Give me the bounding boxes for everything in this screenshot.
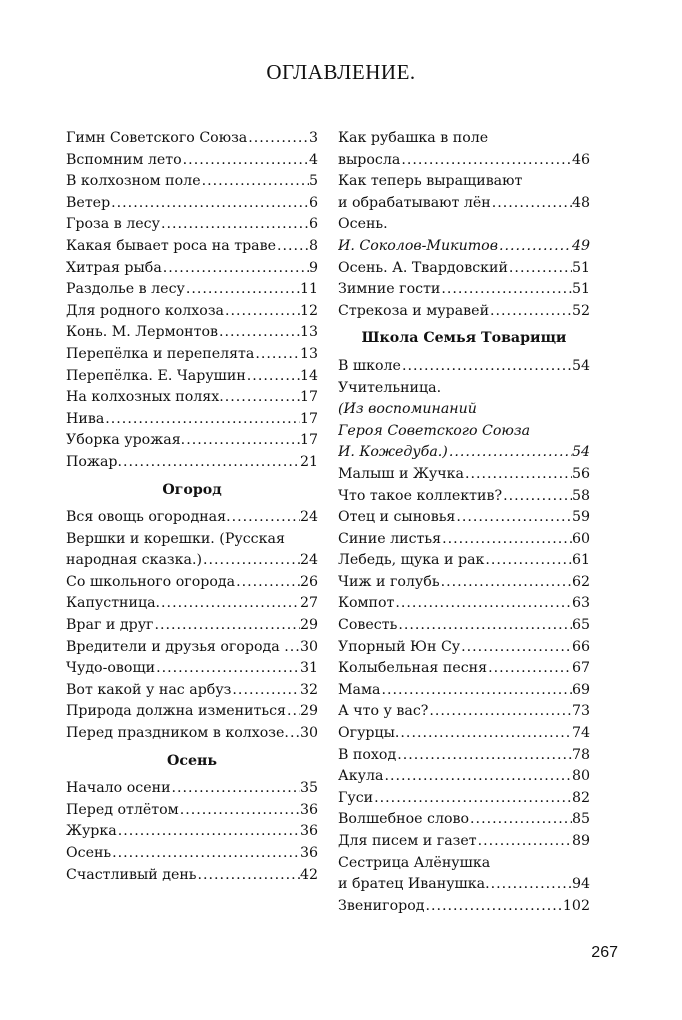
toc-entry: [66, 279, 318, 301]
toc-entry: [66, 550, 318, 572]
toc-entry: [66, 214, 318, 236]
toc-entry-title: Акула: [338, 768, 384, 785]
toc-entry-title: Компот: [338, 595, 395, 612]
toc-entry: [338, 279, 590, 301]
toc-entry-title: Осень: [66, 845, 112, 861]
toc-entry-page: 46: [571, 151, 590, 168]
toc-entry-title: Перепёлка. Е. Чарушин: [66, 367, 246, 384]
dot-leader: [117, 821, 300, 843]
dot-leader: [489, 301, 572, 323]
toc-entry-title: Чудо-овощи: [66, 660, 156, 677]
toc-entry-title: В поход: [338, 746, 397, 763]
toc-entry-page: 30: [299, 725, 318, 742]
dot-leader: [286, 701, 300, 723]
toc-entry-page: 17: [299, 410, 318, 427]
toc-entry: [338, 258, 590, 280]
toc-entry-title: Чиж и голубь: [338, 573, 440, 590]
toc-entry-title: Совесть: [338, 617, 398, 634]
toc-entry: [66, 171, 318, 193]
toc-entry-title: Капустница.: [66, 595, 161, 612]
dot-leader: [428, 701, 572, 723]
toc-entry: [338, 745, 590, 767]
toc-entry-title: Вся овощь огородная.: [66, 509, 231, 526]
toc-entry-title: Для писем и газет: [338, 833, 477, 849]
toc-entry-title: Осень. А. Твардовский: [338, 259, 508, 276]
toc-entry: [338, 658, 590, 680]
toc-entry: [66, 322, 318, 344]
toc-entry: [66, 615, 318, 637]
toc-entry-title: Упорный Юн Су: [338, 638, 461, 655]
toc-entry-page: 36: [299, 823, 318, 840]
dot-leader: [469, 809, 572, 831]
dot-leader: [171, 778, 300, 800]
dot-leader: [155, 658, 300, 680]
toc-entry: [66, 778, 318, 800]
dot-leader: [122, 452, 300, 474]
toc-entry: [338, 128, 590, 150]
toc-entry-page: 78: [571, 746, 590, 763]
page-title: ОГЛАВЛЕНИЕ.: [266, 60, 416, 84]
toc-entry-page: 30: [299, 638, 318, 655]
toc-entry-page: 74: [571, 725, 590, 742]
toc-entry-page: 4: [308, 151, 318, 168]
toc-entry-title: А что у вас?: [338, 703, 429, 720]
toc-entry-title: Мама: [338, 681, 381, 698]
toc-entry-title: Как теперь выращивают: [338, 173, 523, 190]
toc-entry: [338, 421, 590, 443]
toc-entry-title: Героя Советского Союза: [338, 422, 531, 439]
toc-entry-page: 36: [299, 801, 318, 818]
toc-entry-page: 73: [571, 703, 590, 720]
toc-entry: [338, 442, 590, 464]
toc-entry-title: Огурцы.: [338, 725, 400, 742]
toc-entry-page: 51: [571, 281, 590, 298]
toc-entry-page: 54: [571, 444, 590, 461]
toc-entry-page: 32: [299, 681, 318, 698]
toc-entry-page: 61: [571, 552, 590, 569]
toc-entry-page: 102: [562, 897, 590, 914]
toc-entry: [66, 344, 318, 366]
toc-entry-page: 35: [299, 780, 318, 797]
dot-leader: [104, 409, 300, 431]
toc-entry: [338, 572, 590, 594]
dot-leader: [197, 865, 300, 887]
dot-leader: [179, 800, 300, 822]
toc-entry-title: Для родного колхоза: [66, 302, 225, 319]
dot-leader: [491, 193, 572, 215]
toc-entry-page: 24: [299, 509, 318, 526]
toc-entry-title: Малыш и Жучка: [338, 465, 464, 482]
toc-entry: [66, 593, 318, 615]
toc-entry-page: 49: [571, 237, 590, 254]
dot-leader: [490, 874, 572, 896]
toc-entry-title: Колыбельная песня: [338, 660, 488, 677]
dot-leader: [185, 279, 300, 301]
toc-entry: [338, 214, 590, 236]
toc-entry-page: 27: [299, 595, 318, 612]
dot-leader: [160, 214, 309, 236]
toc-column-right: [338, 128, 590, 917]
dot-leader: [401, 356, 572, 378]
toc-entry: [338, 615, 590, 637]
toc-group: [66, 507, 318, 745]
toc-entry: [66, 128, 318, 150]
toc-entry-page: 26: [299, 573, 318, 590]
toc-entry-page: 48: [571, 194, 590, 211]
toc-entry: [66, 680, 318, 702]
toc-entry-title: Звенигород: [338, 897, 425, 914]
toc-entry: [66, 150, 318, 172]
toc-entry: [66, 637, 318, 659]
toc-entry: [338, 809, 590, 831]
toc-entry-title: выросла: [338, 151, 401, 168]
toc-entry-page: 42: [299, 866, 318, 883]
toc-entry-title: В школе: [338, 357, 401, 374]
dot-leader: [399, 723, 572, 745]
toc-entry: [338, 593, 590, 615]
toc-entry: [338, 550, 590, 572]
toc-entry-page: 59: [571, 509, 590, 526]
dot-leader: [254, 344, 300, 366]
dot-leader: [182, 150, 309, 172]
toc-entry: [338, 507, 590, 529]
dot-leader: [202, 550, 300, 572]
dot-leader: [247, 128, 309, 150]
toc-entry-page: 67: [571, 660, 590, 677]
toc-entry-title: Лебедь, щука и рак: [338, 552, 485, 569]
toc-entry-title: Журка: [66, 823, 117, 840]
toc-entry: [338, 193, 590, 215]
toc-entry-page: 94: [571, 876, 590, 893]
toc-entry-title: Гимн Советского Союза: [66, 130, 248, 146]
section-heading: Огород: [162, 481, 222, 498]
dot-leader: [484, 550, 572, 572]
toc-entry-title: Стрекоза и муравей: [338, 302, 490, 319]
dot-leader: [185, 430, 300, 452]
toc-entry: [66, 723, 318, 745]
toc-entry-page: 31: [299, 660, 318, 677]
dot-leader: [111, 843, 300, 865]
toc-entry-title: Со школьного огорода: [66, 573, 236, 590]
dot-leader: [218, 322, 300, 344]
toc-entry-title: Перепёлка и перепелята: [66, 345, 255, 362]
toc-entry-page: 5: [308, 173, 318, 190]
toc-entry: [66, 301, 318, 323]
toc-entry-title: И. Кожедуба.): [338, 444, 448, 461]
toc-entry-title: Что такое коллектив?: [338, 487, 503, 504]
dot-leader: [224, 301, 300, 323]
toc-entry-title: Ветер: [66, 194, 111, 211]
toc-entry-page: 54: [571, 357, 590, 374]
dot-leader: [498, 236, 572, 258]
toc-entry-page: 63: [571, 595, 590, 612]
toc-group: [66, 128, 318, 474]
toc-entry: [66, 193, 318, 215]
dot-leader: [276, 236, 309, 258]
toc-entry: [338, 874, 590, 896]
toc-group: [338, 356, 590, 917]
toc-entry-page: 56: [571, 465, 590, 482]
dot-leader: [373, 788, 572, 810]
toc-entry-title: Учительница.: [338, 379, 442, 396]
dot-leader: [396, 745, 572, 767]
toc-entry-page: 58: [571, 487, 590, 504]
toc-entry-page: 6: [308, 194, 318, 211]
toc-entry-title: Гроза в лесу: [66, 216, 160, 233]
toc-entry: [338, 723, 590, 745]
toc-entry-page: 17: [299, 389, 318, 406]
toc-entry-title: (Из воспоминаний: [338, 401, 477, 418]
toc-entry-title: В колхозном поле: [66, 173, 201, 190]
toc-entry-title: Хитрая рыба: [66, 259, 162, 276]
toc-entry-page: 60: [571, 530, 590, 547]
toc-entry: [338, 464, 590, 486]
dot-leader: [224, 387, 300, 409]
dot-leader: [289, 637, 300, 659]
toc-entry-title: Уборка урожая.: [66, 432, 186, 449]
toc-entry: [66, 843, 318, 865]
toc-entry-page: 66: [571, 638, 590, 655]
toc-entry: [66, 258, 318, 280]
toc-entry-title: Синие листья: [338, 530, 442, 547]
toc-entry: [338, 236, 590, 258]
toc-entry-page: 80: [571, 768, 590, 785]
toc-entry-title: Вспомним лето: [66, 151, 182, 168]
toc-entry-page: 65: [571, 617, 590, 634]
toc-entry-title: Какая бывает роса на траве: [66, 237, 276, 254]
toc-entry: [338, 637, 590, 659]
dot-leader: [201, 171, 309, 193]
toc-entry-page: 14: [299, 367, 318, 384]
toc-entry-title: Отец и сыновья: [338, 509, 456, 526]
toc-entry-page: 24: [299, 552, 318, 569]
dot-leader: [231, 507, 300, 529]
toc-entry-title: Начало осени: [66, 780, 171, 797]
dot-leader: [231, 680, 300, 702]
dot-leader: [383, 766, 572, 788]
toc-entry-title: Вот какой у нас арбуз: [66, 681, 232, 698]
toc-entry-title: народная сказка.): [66, 552, 203, 569]
dot-leader: [440, 572, 572, 594]
toc-entry-title: Перед праздником в колхозе.: [66, 725, 289, 742]
toc-entry-page: 9: [308, 259, 318, 276]
toc-entry-page: 3: [308, 130, 318, 146]
toc-entry-title: Пожар.: [66, 453, 123, 470]
toc-entry: [338, 788, 590, 810]
toc-entry: [338, 301, 590, 323]
toc-entry-page: 52: [571, 302, 590, 319]
toc-entry-title: Враг и друг: [66, 617, 154, 634]
dot-leader: [162, 258, 309, 280]
dot-leader: [455, 507, 572, 529]
toc-entry: [66, 452, 318, 474]
toc-entry: [338, 701, 590, 723]
toc-entry-page: 21: [299, 453, 318, 470]
dot-leader: [380, 680, 571, 702]
toc-entry: [66, 409, 318, 431]
toc-entry-page: 69: [571, 681, 590, 698]
dot-leader: [477, 831, 572, 853]
toc-entry: [338, 831, 590, 853]
toc-entry-page: 6: [308, 216, 318, 233]
dot-leader: [460, 637, 572, 659]
dot-leader: [246, 366, 300, 388]
toc-entry: [338, 896, 590, 918]
toc-entry-title: Как рубашка в поле: [338, 130, 489, 146]
toc-entry: [338, 356, 590, 378]
toc-entry-page: 8: [308, 237, 318, 254]
toc-entry-title: Конь. М. Лермонтов: [66, 324, 218, 341]
toc-entry-page: 12: [299, 302, 318, 319]
dot-leader: [400, 150, 572, 172]
toc-entry-title: и братец Иванушка.: [338, 876, 490, 893]
toc-entry: [66, 366, 318, 388]
toc-entry: [66, 529, 318, 551]
toc-entry: [66, 572, 318, 594]
toc-entry: [66, 507, 318, 529]
dot-leader: [508, 258, 572, 280]
toc-entry-title: Зимние гости: [338, 281, 441, 298]
page-number: 267: [591, 944, 618, 961]
toc-entry-title: Счастливый день: [66, 866, 197, 883]
toc-entry: [338, 680, 590, 702]
toc-entry-page: 82: [571, 789, 590, 806]
toc-group: [338, 128, 590, 322]
toc-entry-title: Нива: [66, 410, 105, 427]
toc-entry-page: 62: [571, 573, 590, 590]
dot-leader: [394, 593, 572, 615]
toc-entry-title: и обрабатывают лён: [338, 194, 491, 211]
dot-leader: [448, 442, 572, 464]
toc-entry: [66, 387, 318, 409]
toc-entry: [338, 171, 590, 193]
toc-entry: [66, 658, 318, 680]
toc-entry: [66, 800, 318, 822]
toc-entry: [338, 853, 590, 875]
toc-entry-page: 85: [571, 811, 590, 828]
dot-leader: [440, 279, 572, 301]
dot-leader: [235, 572, 300, 594]
toc-entry-title: Перед отлётом: [66, 801, 179, 818]
toc-entry-title: Раздолье в лесу: [66, 281, 185, 298]
dot-leader: [424, 896, 562, 918]
dot-leader: [502, 486, 572, 508]
toc-entry: [338, 378, 590, 400]
toc-entry-page: 13: [299, 345, 318, 362]
dot-leader: [160, 593, 300, 615]
toc-entry: [338, 529, 590, 551]
toc-entry: [66, 701, 318, 723]
toc-group: [66, 778, 318, 886]
toc-entry-page: 29: [299, 703, 318, 720]
toc-entry: [338, 399, 590, 421]
toc-entry-page: 51: [571, 259, 590, 276]
dot-leader: [441, 529, 572, 551]
dot-leader: [487, 658, 572, 680]
toc-entry: [66, 236, 318, 258]
toc-entry: [66, 865, 318, 887]
toc-entry: [338, 766, 590, 788]
toc-entry-title: На колхозных полях.: [66, 389, 224, 406]
toc-entry-page: 11: [299, 281, 318, 298]
toc-entry: [338, 150, 590, 172]
toc-entry-title: Вершки и корешки. (Русская: [66, 530, 285, 547]
toc-entry-page: 13: [299, 324, 318, 341]
toc-entry-title: Вредители и друзья огорода .: [66, 638, 289, 655]
toc-entry-title: Гуси: [338, 789, 374, 806]
dot-leader: [289, 723, 300, 745]
toc-entry: [338, 486, 590, 508]
toc-entry-page: 17: [299, 432, 318, 449]
toc-entry-page: 29: [299, 617, 318, 634]
section-heading: Осень: [166, 752, 218, 769]
toc-entry-title: Сестрица Алёнушка: [338, 854, 491, 871]
dot-leader: [464, 464, 572, 486]
toc-entry-title: Природа должна измениться: [66, 703, 287, 720]
toc-column-left: [66, 128, 318, 886]
dot-leader: [153, 615, 299, 637]
toc-entry: [66, 430, 318, 452]
toc-entry-title: Волшебное слово: [338, 811, 470, 828]
toc-entry-title: И. Соколов-Микитов: [338, 237, 498, 254]
dot-leader: [110, 193, 309, 215]
dot-leader: [397, 615, 572, 637]
toc-entry-page: 36: [299, 845, 318, 861]
toc-entry-page: 89: [571, 833, 590, 849]
section-heading: Школа Семья Товарищи: [361, 330, 567, 347]
toc-entry: [66, 821, 318, 843]
toc-entry-title: Осень.: [338, 216, 388, 233]
